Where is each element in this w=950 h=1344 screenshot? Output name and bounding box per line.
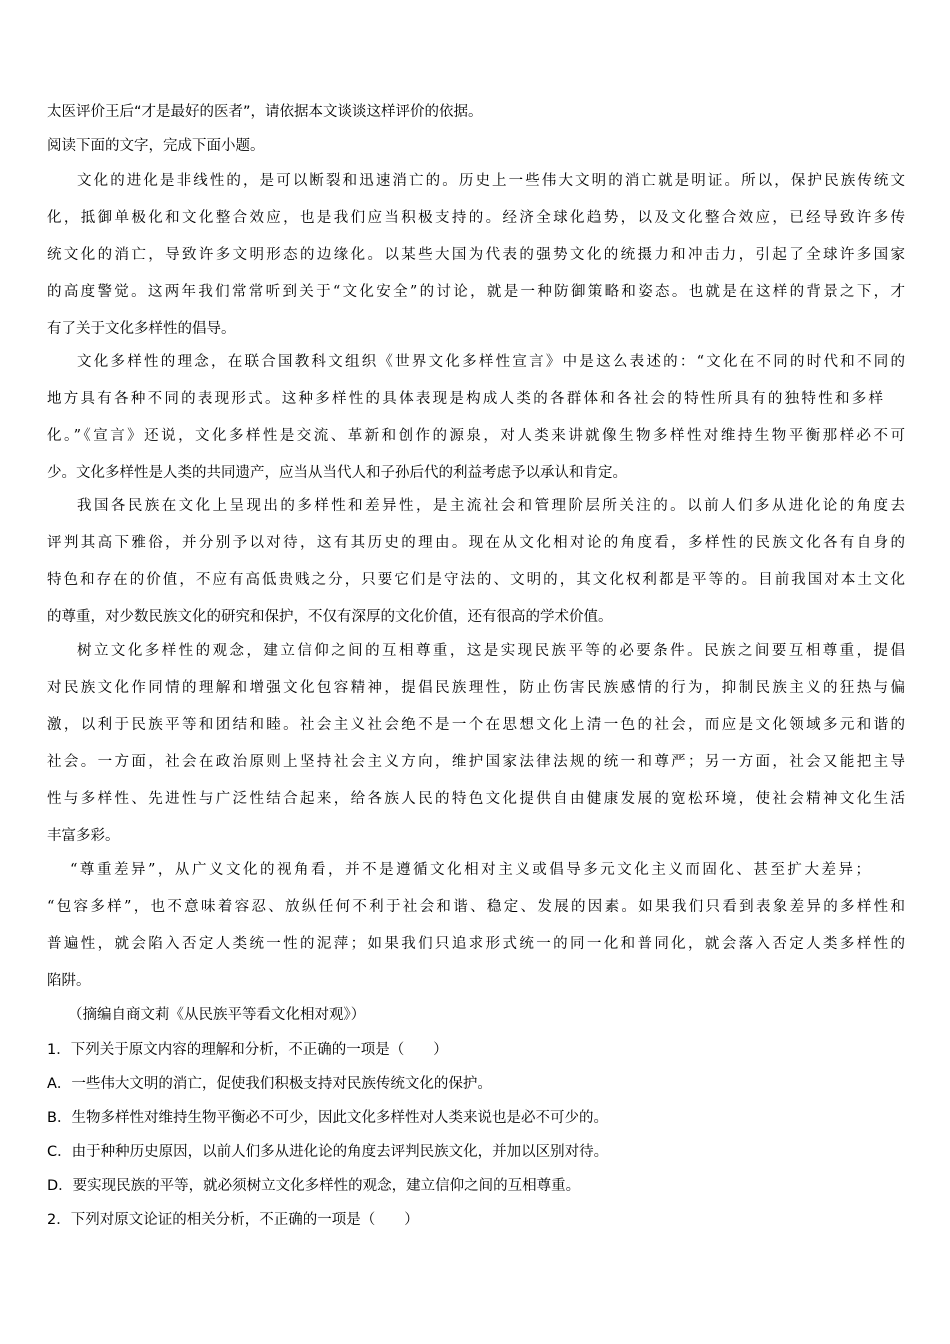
option-d[interactable] <box>47 1176 580 1196</box>
option-letter: D． <box>47 1178 73 1194</box>
passage-line: 地方具有各种不同的表现形式。这种多样性的具体表现是构成人类的各群体和各社会的特性所具有的独特性和多样 <box>47 391 883 407</box>
passage-line: 有了关于文化多样性的倡导。 <box>47 321 236 337</box>
option-text: 一些伟大文明的消亡，促使我们积极支持对民族传统文化的保护。 <box>71 1076 492 1092</box>
passage-line: 特色和存在的价值，不应有高低贵贱之分，只要它们是守法的、文明的，其文化权利都是平等的。目前我国对本土文化 <box>47 572 905 588</box>
option-letter: A． <box>47 1076 72 1092</box>
question-1-stem <box>47 1040 448 1060</box>
passage-line: “包容多样”，也不意味着容忍、放纵任何不利于社会和谐、稳定、发展的因素。如果我们只看到表象差异的多样性和 <box>47 899 905 915</box>
question-number: 2． <box>47 1212 71 1228</box>
passage-line: 少。文化多样性是人类的共同遗产，应当从当代人和子孙后代的利益考虑予以承认和肯定。 <box>47 465 627 481</box>
carry-over-question-line: 太医评价王后“才是最好的医者”，请依据本文谈谈这样评价的依据。 <box>47 104 483 120</box>
passage-line: 的尊重，对少数民族文化的研究和保护，不仅有深厚的文化价值，还有很高的学术价值。 <box>47 609 613 625</box>
passage-line: 文化的进化是非线性的，是可以断裂和迅速消亡的。历史上一些伟大文明的消亡就是明证。所以，保护民族传统文 <box>77 173 905 189</box>
passage-line: 统文化的消亡，导致许多文明形态的边缘化。以某些大国为代表的强势文化的统摄力和冲击力，引起了全球许多国家 <box>47 247 905 263</box>
passage-line: 树立文化多样性的观念，建立信仰之间的互相尊重，这是实现民族平等的必要条件。民族之间要互相尊重，提倡 <box>77 643 905 659</box>
passage-line: 丰富多彩。 <box>47 828 120 844</box>
passage-line: 化。”《宣言》还说，文化多样性是交流、革新和创作的源泉，对人类来讲就像生物多样性对维持生物平衡那样必不可 <box>47 428 905 444</box>
option-a[interactable] <box>47 1074 492 1094</box>
question-number: 1． <box>47 1042 71 1058</box>
passage-source: （摘编自商文莉《从民族平等看文化相对观》） <box>68 1007 366 1023</box>
reading-instruction: 阅读下面的文字，完成下面小题。 <box>47 138 265 154</box>
passage-line: 化，抵御单极化和文化整合效应，也是我们应当积极支持的。经济全球化趋势，以及文化整合效应，已经导致许多传 <box>47 210 905 226</box>
option-text: 生物多样性对维持生物平衡必不可少，因此文化多样性对人类来说也是必不可少的。 <box>71 1110 608 1126</box>
question-text: 下列对原文论证的相关分析，不正确的一项是（ ） <box>70 1212 419 1228</box>
passage-line: “尊重差异”，从广义文化的视角看，并不是遵循文化相对主义或倡导多元文化主义而固化、甚至扩大差异； <box>70 862 870 878</box>
passage-line: 性与多样性、先进性与广泛性结合起来，给各族人民的特色文化提供自由健康发展的宽松环境，使社会精神文化生活 <box>47 791 905 807</box>
passage-line: 评判其高下雅俗，并分别予以对待，这有其历史的理由。现在从文化相对论的角度看，多样性的民族文化各有自身的 <box>47 535 905 551</box>
option-c[interactable] <box>47 1142 608 1162</box>
passage-line: 社会。一方面，社会在政治原则上坚持社会主义方向，维护国家法律法规的统一和尊严；另一方面，社会又能把主导 <box>47 754 905 770</box>
passage-line: 文化多样性的理念，在联合国教科文组织《世界文化多样性宣言》中是这么表述的：“文化在不同的时代和不同的 <box>77 354 905 370</box>
passage-line: 我国各民族在文化上呈现出的多样性和差异性，是主流社会和管理阶层所关注的。以前人们多从进化论的角度去 <box>77 498 905 514</box>
option-text: 由于种种历史原因，以前人们多从进化论的角度去评判民族文化，并加以区别对待。 <box>71 1144 609 1160</box>
passage-line: 陷阱。 <box>47 973 91 989</box>
passage-line: 普遍性，就会陷入否定人类统一性的泥萍；如果我们只追求形式统一的同一化和普同化，就会落入否定人类多样性的 <box>47 936 905 952</box>
question-2-stem <box>47 1210 419 1230</box>
passage-line: 对民族文化作同情的理解和增强文化包容精神，提倡民族理性，防止伤害民族感情的行为，抑制民族主义的狂热与偏 <box>47 680 905 696</box>
passage-line: 的高度警觉。这两年我们常常听到关于“文化安全”的讨论，就是一种防御策略和姿态。也就是在这样的背景之下，才 <box>47 284 905 300</box>
option-letter: C． <box>47 1144 72 1160</box>
passage-line: 激，以利于民族平等和团结和睦。社会主义社会绝不是一个在思想文化上清一色的社会，而应是文化领域多元和谐的 <box>47 717 905 733</box>
option-letter: B． <box>47 1110 72 1126</box>
option-b[interactable] <box>47 1108 608 1128</box>
option-text: 要实现民族的平等，就必须树立文化多样性的观念，建立信仰之间的互相尊重。 <box>72 1178 581 1194</box>
question-text: 下列关于原文内容的理解和分析，不正确的一项是（ ） <box>70 1042 448 1058</box>
